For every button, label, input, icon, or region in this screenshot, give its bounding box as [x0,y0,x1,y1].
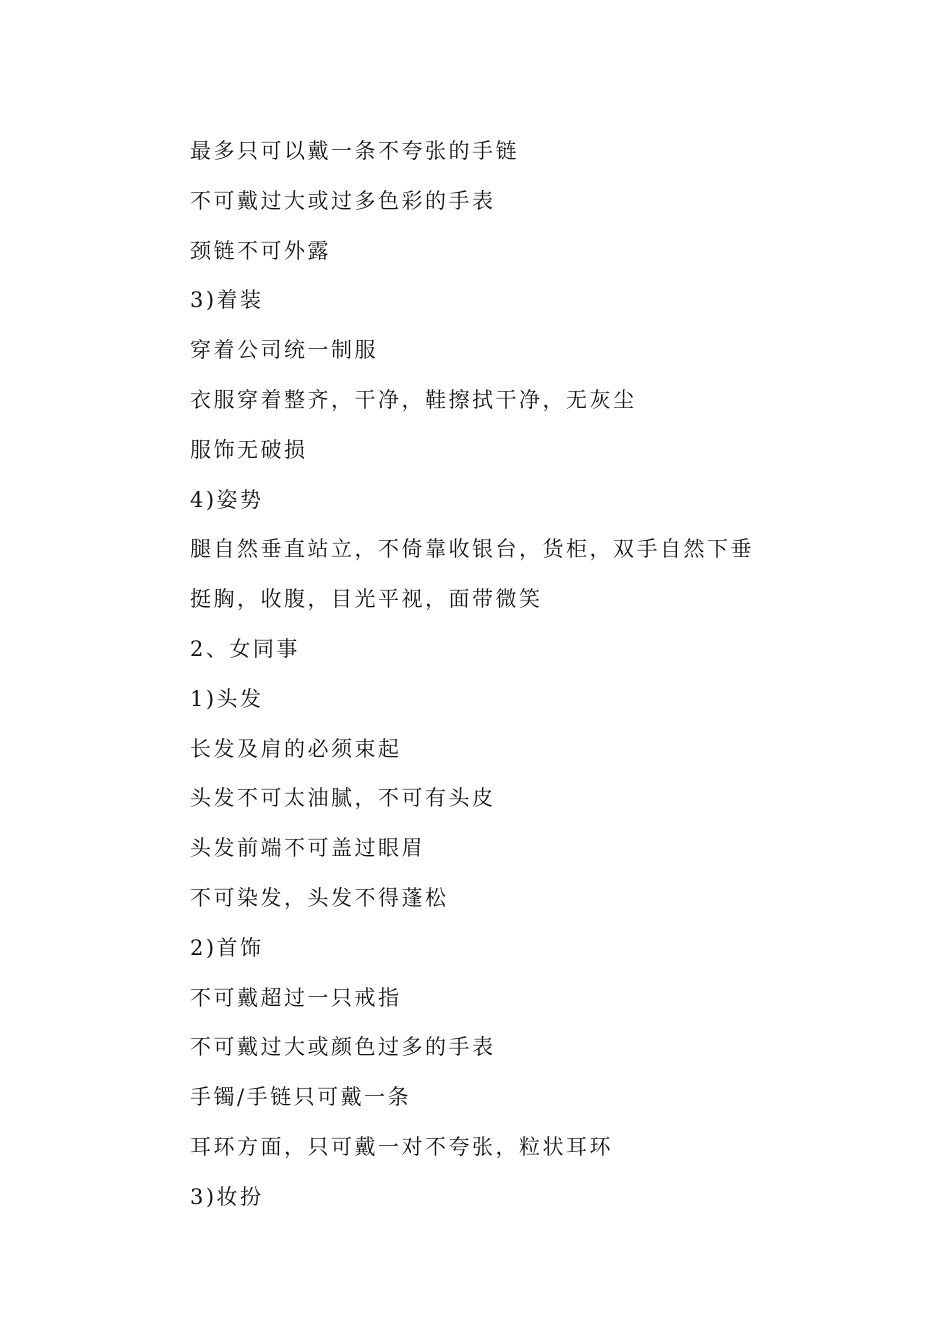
text-line: 最多只可以戴一条不夸张的手链 [190,139,519,163]
text-line: 不可戴过大或颜色过多的手表 [190,1035,496,1060]
text-line: 手镯/手链只可戴一条 [190,1085,412,1110]
text-line: 不可染发，头发不得蓬松 [190,885,449,910]
text-line: 头发不可太油腻，不可有头皮 [190,786,496,811]
text-line: 长发及肩的必须束起 [190,736,402,761]
text-line: 头发前端不可盖过眼眉 [190,836,425,861]
text-line: 不可戴超过一只戒指 [190,985,402,1010]
text-line: 颈链不可外露 [190,238,331,263]
section-heading: 2、女同事 [190,636,300,661]
section-heading: 3)着装 [190,288,264,313]
text-line: 腿自然垂直站立，不倚靠收银台，货柜，双手自然下垂 [190,537,754,562]
section-heading: 2)首饰 [190,935,264,960]
section-heading: 4)姿势 [190,487,264,512]
text-line: 衣服穿着整齐，干净，鞋擦拭干净，无灰尘 [190,387,637,412]
document-body [190,133,890,1229]
text-line: 耳环方面，只可戴一对不夸张，粒状耳环 [190,1134,613,1159]
section-heading: 3)妆扮 [190,1184,264,1209]
section-heading: 1)头发 [190,686,264,711]
text-line: 穿着公司统一制服 [190,338,378,363]
text-line: 挺胸，收腹，目光平视，面带微笑 [190,587,543,612]
text-line: 服饰无破损 [190,437,308,462]
text-line: 不可戴过大或过多色彩的手表 [190,188,496,213]
